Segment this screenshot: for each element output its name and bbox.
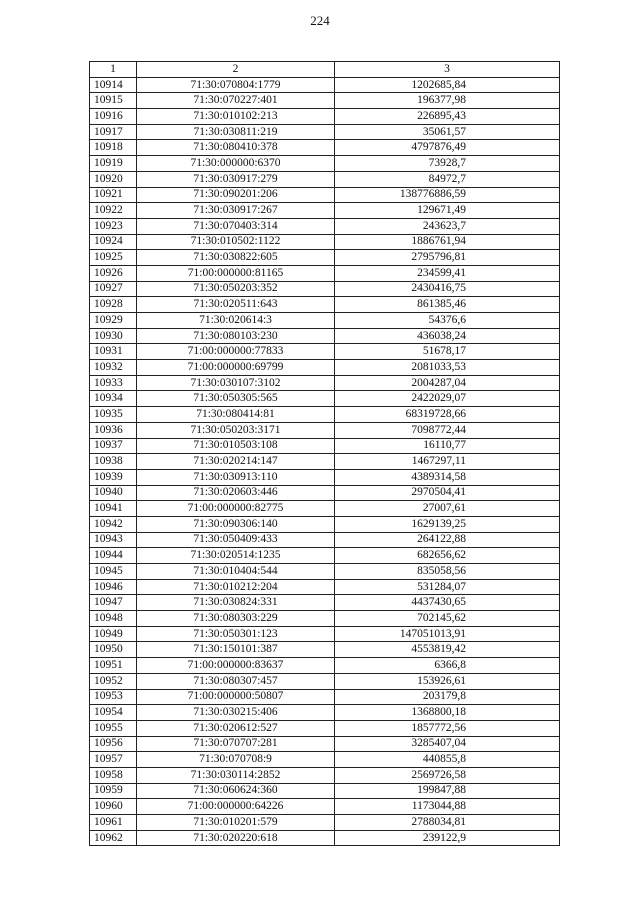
cadastral-number-cell: 71:30:020214:147: [137, 454, 335, 470]
row-number-cell: 10921: [90, 187, 137, 203]
cadastral-number-cell: 71:30:030824:331: [137, 595, 335, 611]
area-value-cell: 861385,46: [335, 297, 560, 313]
cadastral-number-cell: 71:30:020511:643: [137, 297, 335, 313]
cadastral-number-cell: 71:30:050409:433: [137, 532, 335, 548]
cadastral-number-cell: 71:30:050203:352: [137, 281, 335, 297]
table-row: [90, 234, 560, 250]
area-value-cell: 153926,61: [335, 673, 560, 689]
cadastral-number-cell: 71:30:030215:406: [137, 705, 335, 721]
table-row: [90, 595, 560, 611]
row-number-cell: 10950: [90, 642, 137, 658]
table-row: [90, 360, 560, 376]
area-value-cell: 6366,8: [335, 658, 560, 674]
area-value-cell: 436038,24: [335, 328, 560, 344]
table-header-row: [90, 62, 560, 78]
table-row: [90, 783, 560, 799]
area-value-cell: 2788034,81: [335, 815, 560, 831]
row-number-cell: 10943: [90, 532, 137, 548]
row-number-cell: 10962: [90, 830, 137, 846]
row-number-cell: 10922: [90, 203, 137, 219]
row-number-cell: 10934: [90, 391, 137, 407]
area-value-cell: 199847,88: [335, 783, 560, 799]
area-value-cell: 2081033,53: [335, 360, 560, 376]
area-value-cell: 835058,56: [335, 564, 560, 580]
area-value-cell: 2795796,81: [335, 250, 560, 266]
row-number-cell: 10925: [90, 250, 137, 266]
row-number-cell: 10937: [90, 438, 137, 454]
area-value-cell: 440855,8: [335, 752, 560, 768]
area-value-cell: 234599,41: [335, 265, 560, 281]
table-row: [90, 391, 560, 407]
area-value-cell: 2004287,04: [335, 375, 560, 391]
row-number-cell: 10929: [90, 313, 137, 329]
column-header-3: 3: [335, 62, 560, 78]
row-number-cell: 10924: [90, 234, 137, 250]
row-number-cell: 10932: [90, 360, 137, 376]
table-row: [90, 767, 560, 783]
cadastral-number-cell: 71:30:020514:1235: [137, 548, 335, 564]
row-number-cell: 10954: [90, 705, 137, 721]
area-value-cell: 68319728,66: [335, 407, 560, 423]
table-row: [90, 626, 560, 642]
cadastral-number-cell: 71:30:050301:123: [137, 626, 335, 642]
table-row: [90, 705, 560, 721]
cadastral-number-cell: 71:00:000000:82775: [137, 501, 335, 517]
table-row: [90, 752, 560, 768]
table-row: [90, 720, 560, 736]
table-row: [90, 485, 560, 501]
cadastral-number-cell: 71:30:090306:140: [137, 516, 335, 532]
row-number-cell: 10928: [90, 297, 137, 313]
table-row: [90, 658, 560, 674]
row-number-cell: 10951: [90, 658, 137, 674]
table-row: [90, 548, 560, 564]
cadastral-number-cell: 71:30:020612:527: [137, 720, 335, 736]
area-value-cell: 1857772,56: [335, 720, 560, 736]
row-number-cell: 10961: [90, 815, 137, 831]
row-number-cell: 10938: [90, 454, 137, 470]
table-row: [90, 109, 560, 125]
row-number-cell: 10947: [90, 595, 137, 611]
table-row: [90, 516, 560, 532]
cadastral-number-cell: 71:30:070707:281: [137, 736, 335, 752]
area-value-cell: 1202685,84: [335, 77, 560, 93]
row-number-cell: 10946: [90, 579, 137, 595]
row-number-cell: 10957: [90, 752, 137, 768]
cadastral-number-cell: 71:30:050203:3171: [137, 422, 335, 438]
area-value-cell: 129671,49: [335, 203, 560, 219]
row-number-cell: 10927: [90, 281, 137, 297]
row-number-cell: 10920: [90, 171, 137, 187]
area-value-cell: 7098772,44: [335, 422, 560, 438]
table-row: [90, 564, 560, 580]
cadastral-number-cell: 71:00:000000:50807: [137, 689, 335, 705]
table-row: [90, 77, 560, 93]
table-row: [90, 250, 560, 266]
cadastral-number-cell: 71:30:070804:1779: [137, 77, 335, 93]
row-number-cell: 10959: [90, 783, 137, 799]
area-value-cell: 243623,7: [335, 218, 560, 234]
table-row: [90, 422, 560, 438]
row-number-cell: 10941: [90, 501, 137, 517]
row-number-cell: 10926: [90, 265, 137, 281]
area-value-cell: 2970504,41: [335, 485, 560, 501]
table-row: [90, 313, 560, 329]
table-row: [90, 469, 560, 485]
area-value-cell: 27007,61: [335, 501, 560, 517]
area-value-cell: 35061,57: [335, 124, 560, 140]
row-number-cell: 10948: [90, 611, 137, 627]
row-number-cell: 10916: [90, 109, 137, 125]
cadastral-number-cell: 71:30:030107:3102: [137, 375, 335, 391]
table-row: [90, 344, 560, 360]
area-value-cell: 531284,07: [335, 579, 560, 595]
row-number-cell: 10914: [90, 77, 137, 93]
table-row: [90, 689, 560, 705]
cadastral-number-cell: 71:30:070403:314: [137, 218, 335, 234]
cadastral-number-cell: 71:30:000000:6370: [137, 156, 335, 172]
cadastral-number-cell: 71:30:060624:360: [137, 783, 335, 799]
area-value-cell: 1629139,25: [335, 516, 560, 532]
row-number-cell: 10945: [90, 564, 137, 580]
area-value-cell: 702145,62: [335, 611, 560, 627]
cadastral-number-cell: 71:30:090201:206: [137, 187, 335, 203]
cadastral-number-cell: 71:00:000000:81165: [137, 265, 335, 281]
area-value-cell: 73928,7: [335, 156, 560, 172]
area-value-cell: 4437430,65: [335, 595, 560, 611]
area-value-cell: 226895,43: [335, 109, 560, 125]
row-number-cell: 10955: [90, 720, 137, 736]
cadastral-number-cell: 71:30:010404:544: [137, 564, 335, 580]
page-number: 224: [310, 13, 330, 28]
cadastral-number-cell: 71:30:030811:219: [137, 124, 335, 140]
cadastral-number-cell: 71:30:020220:618: [137, 830, 335, 846]
table-row: [90, 156, 560, 172]
row-number-cell: 10915: [90, 93, 137, 109]
area-value-cell: 84972,7: [335, 171, 560, 187]
cadastral-number-cell: 71:30:070227:401: [137, 93, 335, 109]
row-number-cell: 10949: [90, 626, 137, 642]
area-value-cell: 682656,62: [335, 548, 560, 564]
table-row: [90, 375, 560, 391]
cadastral-number-cell: 71:30:030917:279: [137, 171, 335, 187]
table-row: [90, 736, 560, 752]
area-value-cell: 264122,88: [335, 532, 560, 548]
cadastral-number-cell: 71:00:000000:69799: [137, 360, 335, 376]
table-row: [90, 187, 560, 203]
cadastral-number-cell: 71:30:010212:204: [137, 579, 335, 595]
cadastral-number-cell: 71:30:010201:579: [137, 815, 335, 831]
cadastral-number-cell: 71:30:020614:3: [137, 313, 335, 329]
area-value-cell: 138776886,59: [335, 187, 560, 203]
cadastral-number-cell: 71:30:020603:446: [137, 485, 335, 501]
row-number-cell: 10933: [90, 375, 137, 391]
area-value-cell: 54376,6: [335, 313, 560, 329]
table-row: [90, 830, 560, 846]
row-number-cell: 10958: [90, 767, 137, 783]
area-value-cell: 1173044,88: [335, 799, 560, 815]
table-row: [90, 532, 560, 548]
table-row: [90, 799, 560, 815]
table-row: [90, 579, 560, 595]
table-row: [90, 281, 560, 297]
table-row: [90, 328, 560, 344]
area-value-cell: 3285407,04: [335, 736, 560, 752]
column-header-1: 1: [90, 62, 137, 78]
row-number-cell: 10930: [90, 328, 137, 344]
row-number-cell: 10960: [90, 799, 137, 815]
area-value-cell: 2430416,75: [335, 281, 560, 297]
table-row: [90, 265, 560, 281]
cadastral-number-cell: 71:30:030917:267: [137, 203, 335, 219]
table-row: [90, 454, 560, 470]
area-value-cell: 2569726,58: [335, 767, 560, 783]
cadastral-number-cell: 71:30:010502:1122: [137, 234, 335, 250]
cadastral-number-cell: 71:30:080410:378: [137, 140, 335, 156]
column-header-2: 2: [137, 62, 335, 78]
table-row: [90, 140, 560, 156]
row-number-cell: 10952: [90, 673, 137, 689]
table-row: [90, 642, 560, 658]
area-value-cell: 4797876,49: [335, 140, 560, 156]
cadastral-number-cell: 71:30:070708:9: [137, 752, 335, 768]
cadastral-number-cell: 71:00:000000:83637: [137, 658, 335, 674]
area-value-cell: 4553819,42: [335, 642, 560, 658]
row-number-cell: 10953: [90, 689, 137, 705]
table-row: [90, 611, 560, 627]
row-number-cell: 10931: [90, 344, 137, 360]
area-value-cell: 51678,17: [335, 344, 560, 360]
cadastral-number-cell: 71:30:010503:108: [137, 438, 335, 454]
table-row: [90, 203, 560, 219]
cadastral-number-cell: 71:30:080303:229: [137, 611, 335, 627]
table-row: [90, 438, 560, 454]
area-value-cell: 147051013,91: [335, 626, 560, 642]
area-value-cell: 196377,98: [335, 93, 560, 109]
area-value-cell: 4389314,58: [335, 469, 560, 485]
row-number-cell: 10956: [90, 736, 137, 752]
cadastral-number-cell: 71:30:080414:81: [137, 407, 335, 423]
data-table: [89, 61, 560, 846]
row-number-cell: 10923: [90, 218, 137, 234]
table-row: [90, 297, 560, 313]
table-row: [90, 407, 560, 423]
row-number-cell: 10936: [90, 422, 137, 438]
cadastral-number-cell: 71:00:000000:64226: [137, 799, 335, 815]
cadastral-number-cell: 71:30:030822:605: [137, 250, 335, 266]
table-row: [90, 124, 560, 140]
table-row: [90, 815, 560, 831]
area-value-cell: 2422029,07: [335, 391, 560, 407]
area-value-cell: 239122,9: [335, 830, 560, 846]
table-row: [90, 501, 560, 517]
row-number-cell: 10940: [90, 485, 137, 501]
row-number-cell: 10918: [90, 140, 137, 156]
area-value-cell: 1368800,18: [335, 705, 560, 721]
row-number-cell: 10939: [90, 469, 137, 485]
cadastral-number-cell: 71:30:030913:110: [137, 469, 335, 485]
row-number-cell: 10942: [90, 516, 137, 532]
cadastral-number-cell: 71:30:050305:565: [137, 391, 335, 407]
table-row: [90, 218, 560, 234]
cadastral-number-cell: 71:00:000000:77833: [137, 344, 335, 360]
row-number-cell: 10917: [90, 124, 137, 140]
cadastral-number-cell: 71:30:080307:457: [137, 673, 335, 689]
table-row: [90, 93, 560, 109]
area-value-cell: 203179,8: [335, 689, 560, 705]
cadastral-number-cell: 71:30:080103:230: [137, 328, 335, 344]
table-row: [90, 171, 560, 187]
cadastral-number-cell: 71:30:030114:2852: [137, 767, 335, 783]
row-number-cell: 10935: [90, 407, 137, 423]
area-value-cell: 1467297,11: [335, 454, 560, 470]
row-number-cell: 10944: [90, 548, 137, 564]
table-row: [90, 673, 560, 689]
cadastral-number-cell: 71:30:010102:213: [137, 109, 335, 125]
area-value-cell: 1886761,94: [335, 234, 560, 250]
cadastral-number-cell: 71:30:150101:387: [137, 642, 335, 658]
row-number-cell: 10919: [90, 156, 137, 172]
area-value-cell: 16110,77: [335, 438, 560, 454]
table-body: [90, 77, 560, 846]
